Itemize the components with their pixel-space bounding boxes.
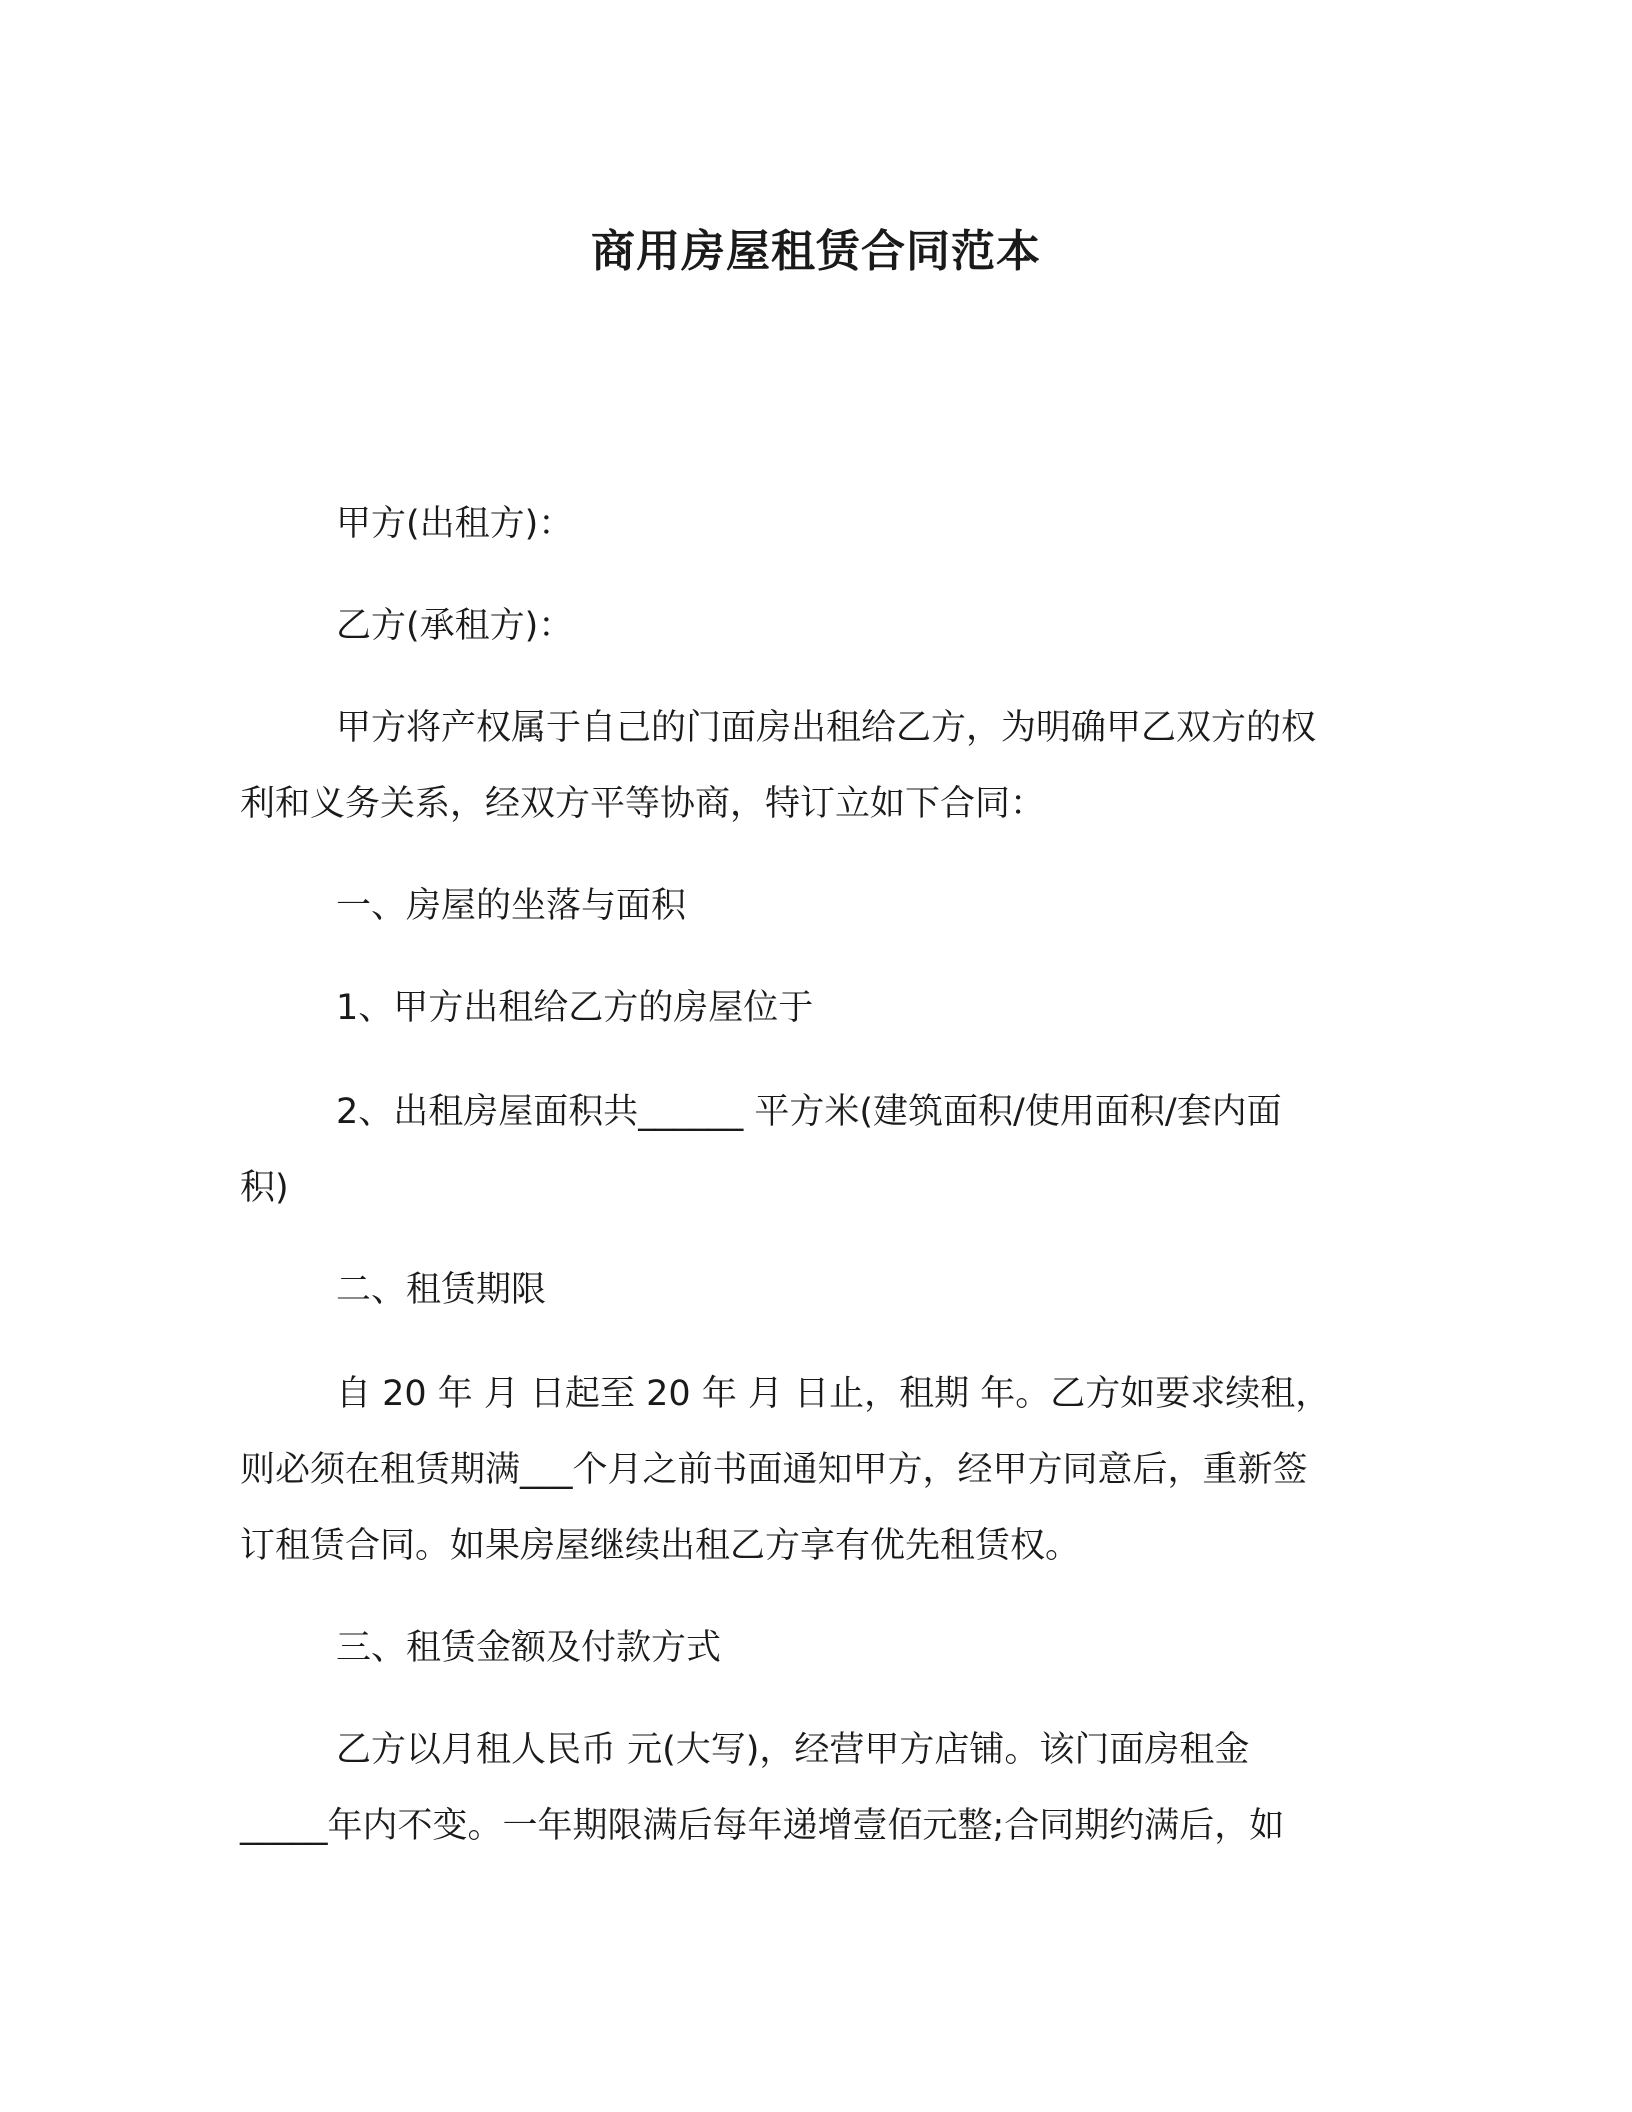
- party-b-line: 乙方(承租方)：: [336, 606, 574, 646]
- intro-line-2: 利和义务关系，经双方平等协商，特订立如下合同：: [240, 784, 1046, 824]
- section-1-heading: 一、房屋的坐落与面积: [336, 886, 687, 926]
- term-line-1: 自 20 年 月 日起至 20 年 月 日止，租期 年。乙方如要求续租，: [336, 1374, 1331, 1414]
- section-2-heading: 二、租赁期限: [336, 1270, 547, 1310]
- term-line-3: 订租赁合同。如果房屋继续出租乙方享有优先租赁权。: [240, 1526, 1081, 1566]
- rent-line-1: 乙方以月租人民币 元(大写)，经营甲方店铺。该门面房租金: [336, 1730, 1250, 1770]
- document-title: 商用房屋租赁合同范本: [591, 226, 1041, 277]
- term-line-2: 则必须在租赁期满___个月之前书面通知甲方，经甲方同意后，重新签: [240, 1450, 1308, 1490]
- party-a-line: 甲方(出租方)：: [336, 504, 574, 544]
- intro-line-1: 甲方将产权属于自己的门面房出租给乙方，为明确甲乙双方的权: [336, 708, 1317, 748]
- clause-1-2-line-2: 积): [240, 1168, 289, 1208]
- clause-1-2-line-1: 2、出租房屋面积共______ 平方米(建筑面积/使用面积/套内面: [336, 1092, 1282, 1132]
- clause-1-1: 1、甲方出租给乙方的房屋位于: [336, 988, 814, 1028]
- rent-line-2: _____年内不变。一年期限满后每年递增壹佰元整;合同期约满后，如: [240, 1806, 1285, 1846]
- section-3-heading: 三、租赁金额及付款方式: [336, 1628, 722, 1668]
